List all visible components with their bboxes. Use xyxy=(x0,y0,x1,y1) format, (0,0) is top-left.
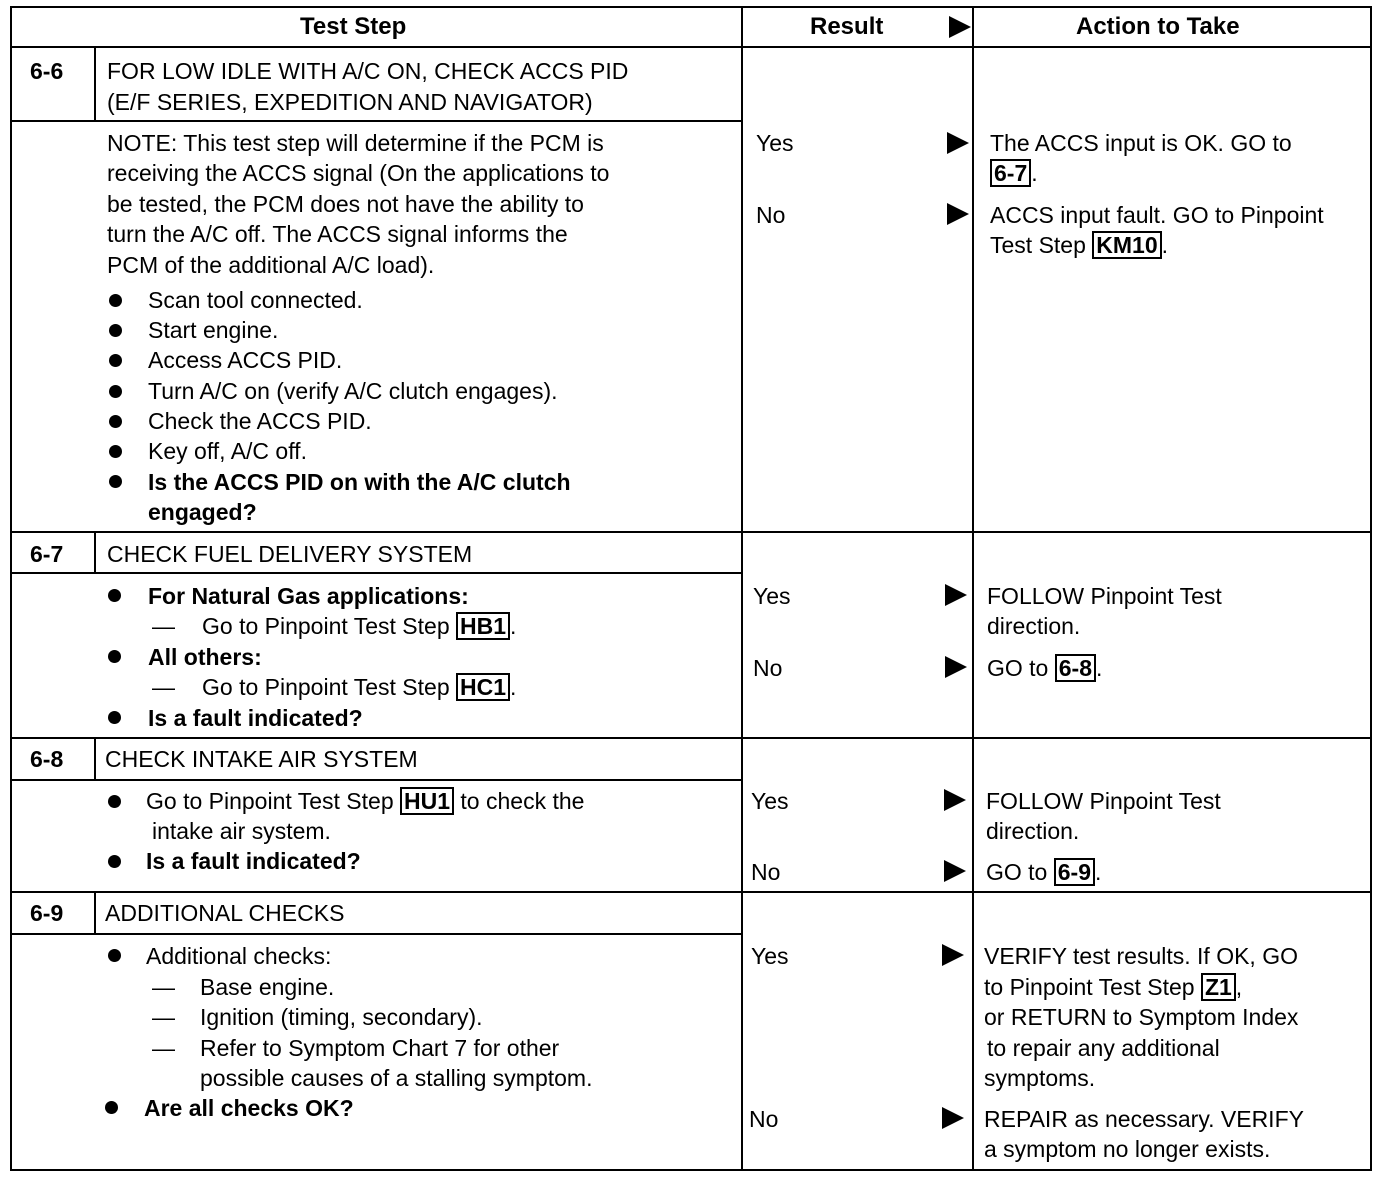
bullet-text: Additional checks: xyxy=(146,943,332,969)
action-no: ACCS input fault. GO to Pinpoint xyxy=(990,202,1324,228)
arrow-icon xyxy=(944,789,966,811)
result-yes: Yes xyxy=(753,583,791,609)
step-number-rule xyxy=(94,891,96,935)
title-rule xyxy=(10,120,743,122)
result-no: No xyxy=(749,1106,779,1132)
bullet-text-part: to check the xyxy=(460,788,585,814)
action-yes-ref-line: 6-7 . xyxy=(990,158,1038,189)
bullet-text: Scan tool connected. xyxy=(148,287,363,313)
action-yes: or RETURN to Symptom Index xyxy=(984,1004,1299,1030)
note-text: receiving the ACCS signal (On the applications to xyxy=(107,160,610,186)
dash-icon: — xyxy=(152,674,175,700)
table-border-top xyxy=(10,6,1372,8)
action-yes: to repair any additional xyxy=(987,1035,1220,1061)
arrow-icon xyxy=(944,860,966,882)
action-yes: VERIFY test results. If OK, GO xyxy=(984,943,1298,969)
note-text: NOTE: This test step will determine if the PCM is xyxy=(107,130,604,156)
bullet-text: Start engine. xyxy=(148,317,279,343)
action-no: GO to 6-9 . xyxy=(986,859,1102,885)
question-text: engaged? xyxy=(148,499,257,525)
step-ref-box[interactable]: 6-8 xyxy=(1055,654,1096,682)
action-yes-text: to Pinpoint Test Step xyxy=(984,974,1195,1000)
step-number-rule xyxy=(94,531,96,574)
bullet-text: Check the ACCS PID. xyxy=(148,408,372,434)
sub-item-text: Go to Pinpoint Test Step xyxy=(202,674,450,700)
step-title: (E/F SERIES, EXPEDITION AND NAVIGATOR) xyxy=(107,89,593,115)
bullet-text-part: Go to Pinpoint Test Step xyxy=(146,788,394,814)
step-number: 6-6 xyxy=(30,58,64,84)
action-yes: to Pinpoint Test Step Z1 , xyxy=(984,974,1243,1000)
action-yes: The ACCS input is OK. GO to xyxy=(990,130,1292,156)
result-no: No xyxy=(753,655,783,681)
header-bottom-rule xyxy=(10,46,1372,48)
step-ref-box[interactable]: KM10 xyxy=(1092,231,1161,259)
result-yes: Yes xyxy=(756,130,794,156)
action-no: GO to 6-8 . xyxy=(987,655,1103,681)
bullet-text: All others: xyxy=(148,644,262,670)
note-text: be tested, the PCM does not have the ability to xyxy=(107,191,584,217)
arrow-icon xyxy=(945,584,967,606)
bullet-icon xyxy=(109,475,122,488)
action-yes: direction. xyxy=(987,613,1081,639)
action-no-text: GO to xyxy=(986,859,1048,885)
bullet-text: For Natural Gas applications: xyxy=(148,583,469,609)
action-no-text: GO to xyxy=(987,655,1049,681)
step-divider xyxy=(10,531,1372,533)
bullet-icon xyxy=(109,354,122,367)
header-action-to-take: Action to Take xyxy=(1076,13,1240,40)
bullet-text: Turn A/C on (verify A/C clutch engages). xyxy=(148,378,558,404)
bullet-icon xyxy=(108,650,121,663)
step-number: 6-7 xyxy=(30,541,64,567)
action-yes: symptoms. xyxy=(984,1065,1096,1091)
step-number: 6-9 xyxy=(30,900,64,926)
result-column-left-rule xyxy=(741,6,743,1171)
bullet-icon xyxy=(109,385,122,398)
diagnostic-table xyxy=(10,6,1372,1171)
sub-item: Go to Pinpoint Test Step HB1 . xyxy=(202,613,517,639)
table-border-right xyxy=(1370,6,1372,1171)
bullet-icon xyxy=(108,949,121,962)
action-no: REPAIR as necessary. VERIFY xyxy=(984,1106,1304,1132)
bullet-text: Access ACCS PID. xyxy=(148,347,343,373)
sub-item-text: Go to Pinpoint Test Step xyxy=(202,613,450,639)
step-ref-box[interactable]: HB1 xyxy=(456,612,510,640)
bullet-text: Key off, A/C off. xyxy=(148,438,307,464)
step-number-rule xyxy=(94,737,96,781)
sub-item: possible causes of a stalling symptom. xyxy=(200,1065,593,1091)
table-border-left xyxy=(10,6,12,1171)
question-text: Is a fault indicated? xyxy=(146,848,361,874)
bullet-icon xyxy=(109,415,122,428)
dash-icon: — xyxy=(152,1035,175,1061)
header-result: Result xyxy=(810,13,884,40)
sub-item: Go to Pinpoint Test Step HC1 . xyxy=(202,674,517,700)
arrow-icon xyxy=(942,944,964,966)
dash-icon: — xyxy=(152,613,175,639)
step-ref-box[interactable]: Z1 xyxy=(1201,973,1236,1001)
arrow-icon xyxy=(947,132,969,154)
action-no-text: Test Step xyxy=(990,232,1086,258)
step-ref-box[interactable]: HC1 xyxy=(456,673,510,701)
title-rule xyxy=(10,779,743,781)
step-title: ADDITIONAL CHECKS xyxy=(105,900,345,926)
result-no: No xyxy=(751,859,781,885)
sub-item: Base engine. xyxy=(200,974,335,1000)
title-rule xyxy=(10,572,743,574)
sub-item: Ignition (timing, secondary). xyxy=(200,1004,483,1030)
step-number: 6-8 xyxy=(30,746,64,772)
note-text: PCM of the additional A/C load). xyxy=(107,252,435,278)
action-yes: direction. xyxy=(986,818,1080,844)
table-border-bottom xyxy=(10,1169,1372,1171)
header-test-step: Test Step xyxy=(300,13,407,40)
header-arrow-icon xyxy=(949,16,971,38)
step-title: FOR LOW IDLE WITH A/C ON, CHECK ACCS PID xyxy=(107,58,629,84)
bullet-text: intake air system. xyxy=(152,818,331,844)
result-yes: Yes xyxy=(751,788,789,814)
bullet-icon xyxy=(108,855,121,868)
step-ref-box[interactable]: 6-7 xyxy=(990,159,1031,187)
bullet-icon xyxy=(108,795,121,808)
action-yes: FOLLOW Pinpoint Test xyxy=(987,583,1222,609)
dash-icon: — xyxy=(152,974,175,1000)
step-ref-box[interactable]: 6-9 xyxy=(1054,858,1095,886)
note-text: turn the A/C off. The ACCS signal informs the xyxy=(107,221,568,247)
step-divider xyxy=(10,737,1372,739)
bullet-icon xyxy=(108,711,121,724)
action-column-left-rule xyxy=(972,6,974,1171)
step-ref-box[interactable]: HU1 xyxy=(400,787,454,815)
question-text: Is the ACCS PID on with the A/C clutch xyxy=(148,469,571,495)
result-yes: Yes xyxy=(751,943,789,969)
action-no-ref-line: Test Step KM10 . xyxy=(990,232,1169,258)
dash-icon: — xyxy=(152,1004,175,1030)
arrow-icon xyxy=(945,656,967,678)
arrow-icon xyxy=(947,203,969,225)
bullet-icon xyxy=(105,1101,118,1114)
question-text: Are all checks OK? xyxy=(144,1095,354,1121)
bullet-text xyxy=(146,786,584,817)
bullet-icon xyxy=(109,294,122,307)
step-title: CHECK INTAKE AIR SYSTEM xyxy=(105,746,418,772)
sub-item: Refer to Symptom Chart 7 for other xyxy=(200,1035,560,1061)
result-no: No xyxy=(756,202,786,228)
step-number-rule xyxy=(94,46,96,122)
step-divider xyxy=(10,891,1372,893)
question-text: Is a fault indicated? xyxy=(148,705,363,731)
bullet-icon xyxy=(109,445,122,458)
action-yes: FOLLOW Pinpoint Test xyxy=(986,788,1221,814)
bullet-icon xyxy=(109,324,122,337)
arrow-icon xyxy=(942,1107,964,1129)
action-no: a symptom no longer exists. xyxy=(984,1136,1271,1162)
bullet-icon xyxy=(108,589,121,602)
step-title: CHECK FUEL DELIVERY SYSTEM xyxy=(107,541,473,567)
title-rule xyxy=(10,933,743,935)
